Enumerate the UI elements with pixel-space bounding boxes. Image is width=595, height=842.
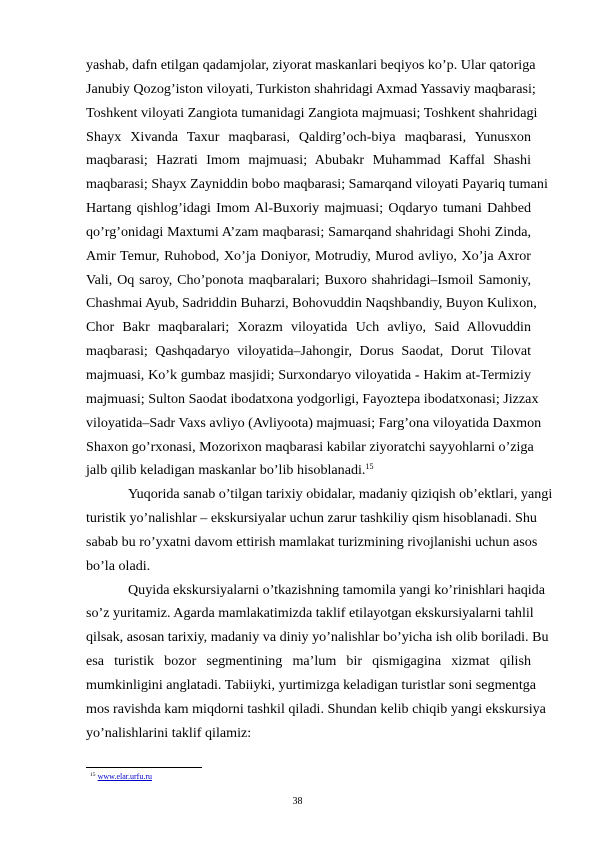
text-line: Vali, Oq saroy, Cho’ponota maqbaralari; Buxoro shahridagi–Ismoil Samoniy, (86, 271, 531, 288)
paragraph-2 (86, 483, 553, 578)
text-line: Janubiy Qozog’iston viloyati, Turkiston shahridagi Axmad Yassaviy maqbarasi; (86, 80, 536, 97)
text-line: so’z yuritamiz. Agarda mamlakatimizda taklif etilayotgan ekskursiyalarni tahlil (86, 605, 534, 622)
text-line: maqbarasi; Qashqadaryo viloyatida–Jahongir, Dorus Saodat, Dorut Tilovat (86, 343, 531, 360)
footnote-marker: 15 (90, 772, 96, 778)
text-line: Amir Temur, Ruhobod, Xo’ja Doniyor, Motrudiy, Murod avliyo, Xo’ja Axror (86, 247, 531, 264)
text-line: sabab bu ro’yxatni davom ettirish mamlakat turizmining rivojlanishi uchun asos (86, 533, 538, 550)
text-line: Toshkent viloyati Zangiota tumanidagi Zangiota majmuasi; Toshkent shahridagi (86, 104, 538, 121)
text-line: mumkinligini anglatadi. Tabiiyki, yurtimizga keladigan turistlar soni segmentga (86, 676, 537, 693)
text-line: Chor Bakr maqbaralari; Xorazm viloyatida Uch avliyo, Said Allovuddin (86, 319, 531, 336)
text-line: majmuasi, Ko’k gumbaz masjidi; Surxondaryo viloyatida - Hakim at-Termiziy (86, 366, 531, 383)
text-span: jalb qilib keladigan maskanlar bo’lib hisoblanadi. (86, 462, 366, 479)
text-line: qilsak, asosan tarixiy, madaniy va diniy yo’nalishlar bo’yicha ish olib boriladi. Bu (86, 629, 549, 646)
text-line: maqbarasi; Hazrati Imom majmuasi; Abubakr Muhammad Kaffal Shashi (86, 152, 531, 169)
text-line-last (86, 459, 531, 483)
text-line: Shaxon go’rxonasi, Mozorixon maqbarasi kabilar ziyoratchi sayyohlarni o’ziga (86, 438, 534, 455)
text-line: Chashmai Ayub, Sadriddin Buharzi, Bohovuddin Naqshbandiy, Buyon Kulixon, (86, 295, 537, 312)
text-line: yashab, dafn etilgan qadamjolar, ziyorat maskanlari beqiyos ko’p. Ular qatoriga (86, 57, 536, 73)
text-line: Hartang qishlog’idagi Imom Al-Buxoriy majmuasi; Oqdaryo tumani Dahbed (86, 200, 531, 217)
footnote-reference[interactable]: 15 (365, 462, 374, 472)
text-line: majmuasi; Sulton Saodat ibodatxona yodgorligi, Fayoztepa ibodatxonasi; Jizzax (86, 390, 539, 407)
document-body (86, 54, 553, 745)
footnote-separator (86, 767, 202, 768)
page-number: 38 (292, 796, 303, 807)
footnote-link[interactable]: www.elar.urfu.ru (97, 772, 152, 781)
paragraph-1 (86, 54, 548, 483)
footnote (90, 770, 152, 783)
text-line: qo’rg’onidagi Maxtumi A’zam maqbarasi; Samarqand shahridagi Shohi Zinda, (86, 223, 531, 240)
text-line: maqbarasi; Shayx Zayniddin bobo maqbarasi; Samarqand viloyati Payariq tumani (86, 176, 548, 193)
text-line-indented: Yuqorida sanab o’tilgan tarixiy obidalar, madaniy qiziqish ob’ektlari, yangi (128, 486, 553, 503)
text-line: mos ravishda kam miqdorni tashkil qiladi. Shundan kelib chiqib yangi ekskursiya (86, 700, 546, 717)
text-line-indented: Quyida ekskursiyalarni o’tkazishning tamomila yangi ko’rinishlari haqida (128, 581, 545, 598)
text-line-last: yo’nalishlarini taklif qilamiz: (86, 724, 252, 741)
text-line: Shayx Xivanda Taxur maqbarasi, Qaldirg’och-biya maqbarasi, Yunusxon (86, 128, 531, 145)
text-line-last: bo’la oladi. (86, 557, 151, 574)
paragraph-3 (86, 579, 549, 746)
text-line: esa turistik bozor segmentining ma’lum bir qismigagina xizmat qilish (86, 653, 531, 670)
text-line: viloyatida–Sadr Vaxs avliyo (Avliyoota) majmuasi; Farg’ona viloyatida Daxmon (86, 414, 542, 431)
text-line: turistik yo’nalishlar – ekskursiyalar uchun zarur tashkiliy qism hisoblanadi. Shu (86, 510, 537, 527)
